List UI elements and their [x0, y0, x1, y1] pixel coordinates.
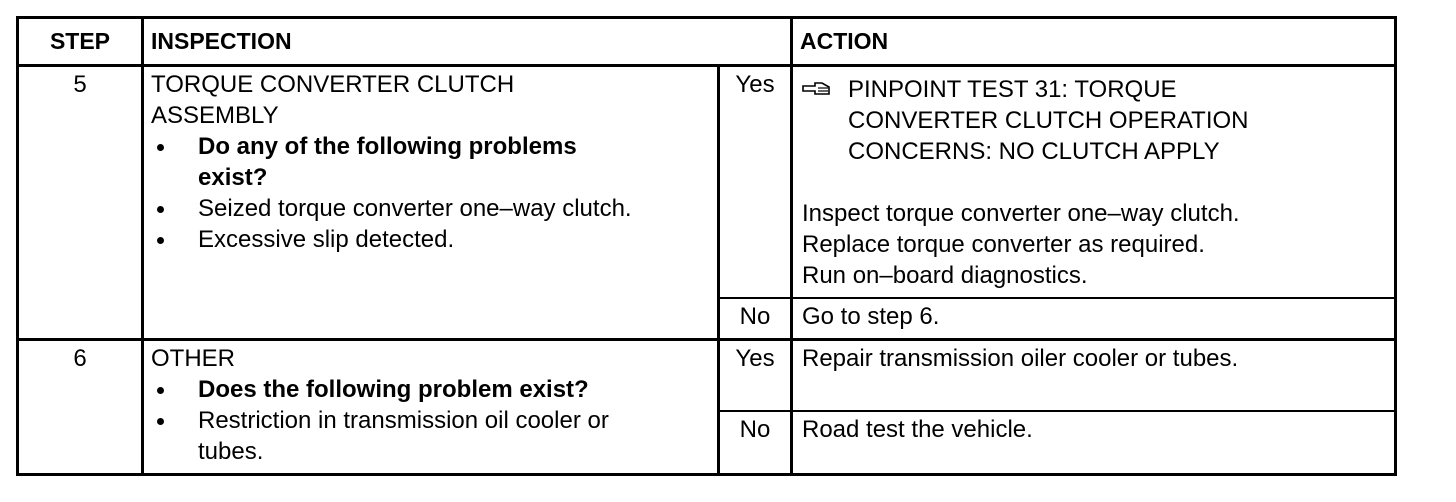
bullet-item — [151, 193, 632, 224]
pinpoint-reference — [802, 74, 1249, 167]
bullet-line: tubes. — [198, 438, 264, 465]
action-cell-yes: Repair transmission oiler cooler or tubes. — [802, 345, 1239, 372]
inspection-title: ASSEMBLY — [151, 102, 279, 129]
step-number: 6 — [73, 345, 87, 372]
pinpoint-line[interactable]: CONCERNS: NO CLUTCH APPLY — [848, 138, 1220, 165]
pinpoint-line[interactable]: CONVERTER CLUTCH OPERATION — [848, 107, 1249, 134]
action-line: Replace torque converter as required. — [802, 231, 1205, 258]
bullet-line: Do any of the following problems — [198, 133, 577, 160]
bullet-line: Excessive slip detected. — [198, 226, 455, 253]
action-line: Inspect torque converter one–way clutch. — [802, 200, 1240, 227]
action-line: Run on–board diagnostics. — [802, 262, 1088, 289]
header-action: ACTION — [800, 28, 889, 54]
inspection-title: OTHER — [151, 345, 235, 372]
no-label: No — [739, 303, 771, 330]
inspection-cell — [151, 343, 609, 467]
divider — [19, 64, 1394, 67]
divider — [19, 338, 1394, 341]
header-step: STEP — [49, 28, 111, 54]
no-label: No — [739, 416, 771, 443]
bullet-line: Restriction in transmission oil cooler or — [198, 407, 609, 434]
bullet-line: Does the following problem exist? — [198, 376, 589, 403]
inspection-bullets — [151, 131, 632, 255]
action-cell-yes — [802, 74, 1249, 291]
diagnostic-table — [16, 16, 1397, 476]
bullet-line: exist? — [198, 164, 268, 191]
yes-label: Yes — [735, 71, 775, 98]
inspection-bullets — [151, 374, 609, 467]
bullet-item — [151, 374, 609, 405]
bullet-line: Seized torque converter one–way clutch. — [198, 195, 632, 222]
bullet-item — [151, 224, 632, 255]
inspection-title: TORQUE CONVERTER CLUTCH — [151, 71, 515, 98]
divider — [719, 410, 1394, 412]
inspection-cell — [151, 69, 632, 255]
divider — [141, 19, 144, 473]
bullet-item — [151, 405, 609, 467]
header-inspection: INSPECTION — [151, 28, 292, 54]
bullet-item — [151, 131, 632, 193]
divider — [790, 19, 793, 473]
pointing-hand-icon — [802, 82, 830, 96]
action-cell-no: Road test the vehicle. — [802, 416, 1033, 443]
yes-label: Yes — [735, 345, 775, 372]
divider — [719, 297, 1394, 299]
pinpoint-line[interactable]: PINPOINT TEST 31: TORQUE — [848, 76, 1177, 103]
action-cell-no: Go to step 6. — [802, 303, 940, 330]
step-number: 5 — [73, 71, 87, 98]
